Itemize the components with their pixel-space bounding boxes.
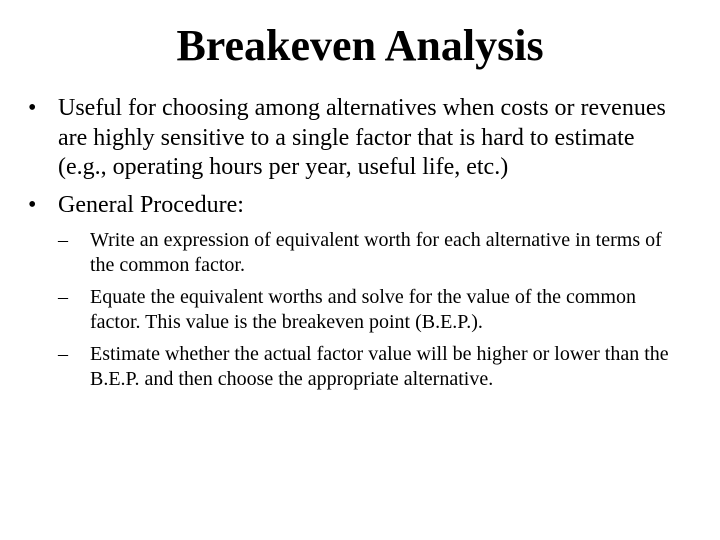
bullet-list bbox=[0, 94, 720, 400]
bullet-text: General Procedure: bbox=[58, 191, 244, 218]
sub-bullet-text: Equate the equivalent worths and solve for the value of the common factor. This value is the breakeven point (B.E.P.). bbox=[90, 286, 636, 333]
bullet-item bbox=[0, 94, 720, 183]
bullet-text: Useful for choosing among alternatives when costs or revenues are highly sensitive to a single factor that is hard to estimate (e.g., operating hours per year, useful life, etc.) bbox=[58, 95, 666, 180]
sub-bullet-item bbox=[58, 285, 674, 335]
sub-bullet-marker: – bbox=[58, 286, 68, 308]
sub-bullet-marker: – bbox=[58, 229, 68, 251]
bullet-item bbox=[0, 191, 720, 393]
slide-title: Breakeven Analysis bbox=[176, 21, 544, 70]
sub-bullet-item bbox=[58, 342, 674, 392]
sub-bullet-text: Estimate whether the actual factor value will be higher or lower than the B.E.P. and then choose the appropriate alternative. bbox=[90, 343, 669, 390]
sub-bullet-item bbox=[58, 228, 674, 278]
sub-bullet-marker: – bbox=[58, 343, 68, 365]
bullet-marker: • bbox=[28, 95, 37, 121]
bullet-marker: • bbox=[28, 191, 37, 218]
sub-bullet-text: Write an expression of equivalent worth for each alternative in terms of the common factor. bbox=[90, 229, 662, 276]
sub-bullet-list bbox=[58, 228, 674, 392]
